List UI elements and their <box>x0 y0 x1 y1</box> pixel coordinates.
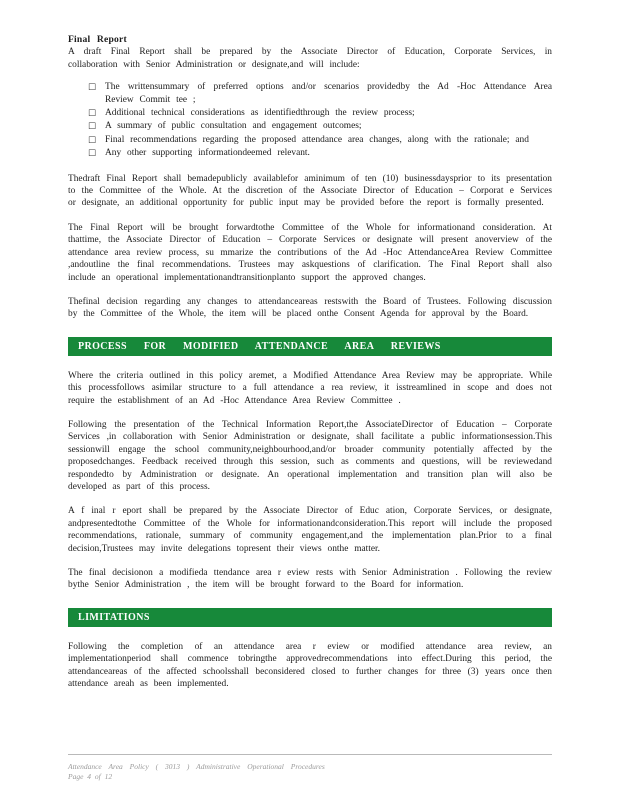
section-header-bar-modified-reviews: PROCESS FOR MODIFIED ATTENDANCE AREA REVIEWS <box>68 337 552 356</box>
paragraph-limitations: Following the completion of an attendance area r eview or modified attendance area review, an implementationperiod shall commence tobringthe approvedrecommendations into effect.During this period, the attendanceareas of the affected schoolsshall beconsidered closed to further changes for three (3) years once then attendance areah as been implemented. <box>68 641 552 690</box>
paragraph-final-decision-board: Thefinal decision regarding any changes to attendanceareas restswith the Board of Trustees. Following discussion by the Committee of the Whole, the item will be placed onthe Consent Agenda for approval by the Board. <box>68 296 552 320</box>
bullet-text: The writtensummary of preferred options and/or scenarios providedby the Ad -Hoc Attendance Area Review Commit tee ; <box>105 82 552 105</box>
list-item <box>88 107 552 119</box>
square-bullet-icon: □ <box>88 121 97 132</box>
paragraph-modified-review-criteria: Where the criteria outlined in this policy aremet, a Modified Attendance Area Review may be appropriate. While this processfollows asimilar structure to a full attendance a rea review, it isstreamlined in scope and does not require the establishment of an Ad -Hoc Attendance Area Review Committee . <box>68 370 552 406</box>
footer-citation: Attendance Area Policy ( 3013 ) Administrative Operational Procedures <box>68 762 325 771</box>
section-header-bar-limitations: LIMITATIONS <box>68 608 552 627</box>
bullet-text: Final recommendations regarding the proposed attendance area changes, along with the rationale; and <box>105 134 529 145</box>
bullet-text: A summary of public consultation and engagement outcomes; <box>105 121 362 132</box>
bullet-text: Additional technical considerations as identifiedthrough the review process; <box>105 108 415 119</box>
paragraph-draft-report-availability: Thedraft Final Report shall bemadepublicly availablefor aminimum of ten (10) businessdaysprior to its presentation to the Committee of the Whole. At the discretion of the Associate Director of Education – Corporat e Services or designate, an additional opportunity for public input may be provided before the report is formally presented. <box>68 173 552 209</box>
document-body <box>68 34 552 702</box>
paragraph-intro: A draft Final Report shall be prepared by the Associate Director of Education, Corporate Services, in collaboration with Senior Administration or designate,and will include: <box>68 47 552 70</box>
paragraph-final-report-committee: The Final Report will be brought forwardtothe Committee of the Whole for informationand consideration. At thattime, the Associate Director of Education – Corporate Services or designate will present anoverview of the attendance area review process, su mmarize the contributions of the Ad -Hoc AttendanceArea Review Committee ,andoutline the final recommendations. Trustees may askquestions of clarification. The Final Report shall also include an operational implementationandtransitionplanto support the approved changes. <box>68 222 552 283</box>
footer-page-number: Page 4 of 12 <box>68 772 113 781</box>
paragraph-modified-review-decision: The final decisionon a modifieda ttendance area r eview rests with Senior Administration . Following the review bythe Senior Administration , the item will be brought forward to the Board for information. <box>68 568 552 591</box>
square-bullet-icon: □ <box>88 148 97 159</box>
list-item <box>88 120 552 132</box>
page-footer <box>68 754 552 782</box>
square-bullet-icon: □ <box>88 108 97 119</box>
list-item <box>88 147 552 159</box>
list-item <box>88 81 552 106</box>
bullet-text: Any other supporting informationdeemed relevant. <box>105 148 310 159</box>
list-item <box>88 134 552 146</box>
square-bullet-icon: □ <box>88 134 97 145</box>
bullet-list <box>68 81 552 159</box>
paragraph-final-report-preparation: A f inal r eport shall be prepared by the Associate Director of Educ ation, Corporate Services, or designate, andpresentedtothe Committee of the Whole for informationandconsideration.This report will include the proposed recommendations, rationale, summary of community engagement,and the implementation plan.Prior to a final decision,Trustees may invite delegations topresent their views onthe matter. <box>68 506 552 554</box>
square-bullet-icon: □ <box>88 82 97 93</box>
section-heading-final-report: Final Report <box>68 34 127 45</box>
paragraph-technical-information-report: Following the presentation of the Technical Information Report,the AssociateDirector of Education – Corporate Services ,in collaboration with Senior Administration or designate, shall facilitate a public informationsession.This sessionwill engage the school community,neighbourhood,and/or broader community potentially affected by the proposedchanges. Feedback received through this session, such as comments and questions, will be reviewedand respondedto by Administration or designate. An operational implementation and transition plan will also be developed as part of this process. <box>68 419 552 492</box>
